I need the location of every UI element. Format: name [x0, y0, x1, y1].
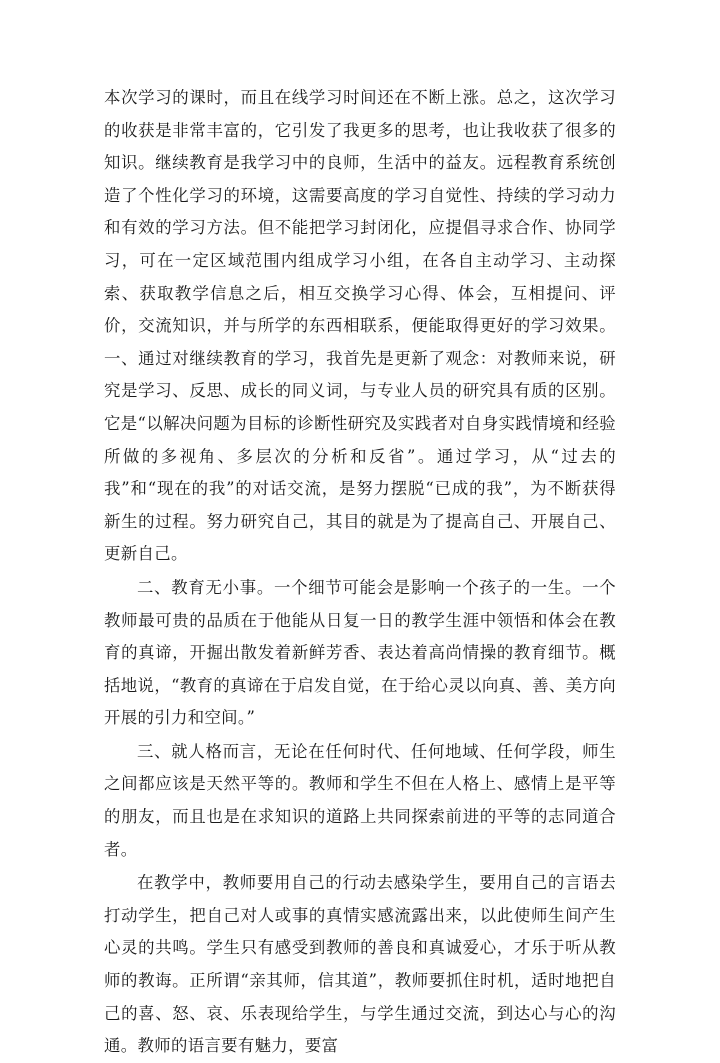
- paragraph-teaching: 在教学中，教师要用自己的行动去感染学生，要用自己的言语去打动学生，把自己对人或事的真情实感流露出来，以此使师生间产生心灵的共鸣。学生只有感受到教师的善良和真诚爱心，才乐于听从教师的教诲。正所谓“亲其师，信其道”，教师要抓住时机，适时地把自己的喜、怒、哀、乐表现给学生，与学生通过交流，到达心与心的沟通。教师的语言要有魅力，要富: [104, 873, 616, 1056]
- paragraph-two: 二、教育无小事。一个细节可能会是影响一个孩子的一生。一个教师最可贵的品质在于他能从日复一日的教学生涯中领悟和体会在教育的真谛，开掘出散发着新鲜芳香、表达着高尚情操的教育细节。概括地说，“教育的真谛在于启发自觉，在于给心灵以向真、善、美方向开展的引力和空间。”: [104, 577, 616, 728]
- document-page: [104, 82, 616, 1063]
- paragraph-continued: 本次学习的课时，而且在线学习时间还在不断上涨。总之，这次学习的收获是非常丰富的，它引发了我更多的思考，也让我收获了很多的知识。继续教育是我学习中的良师，生活中的益友。远程教育系统创造了个性化学习的环境，这需要高度的学习自觉性、持续的学习动力和有效的学习方法。但不能把学习封闭化，应提倡寻求合作、协同学习，可在一定区域范围内组成学习小组，在各自主动学习、主动探索、获取教学信息之后，相互交换学习心得、体会，互相提问、评价，交流知识，并与所学的东西相联系，便能取得更好的学习效果。一、通过对继续教育的学习，我首先是更新了观念：对教师来说，研究是学习、反思、成长的同义词，与专业人员的研究具有质的区别。它是“以解决问题为目标的诊断性研究及实践者对自身实践情境和经验所做的多视角、多层次的分析和反省”。通过学习，从“过去的我”和“现在的我”的对话交流，是努力摆脱“已成的我”，为不断获得新生的过程。努力研究自己，其目的就是为了提高自己、开展自己、更新自己。: [104, 88, 616, 564]
- paragraph-three: 三、就人格而言，无论在任何时代、任何地域、任何学段，师生之间都应该是天然平等的。教师和学生不但在人格上、感情上是平等的朋友，而且也是在求知识的道路上共同探索前进的平等的志同道合者。: [104, 741, 616, 859]
